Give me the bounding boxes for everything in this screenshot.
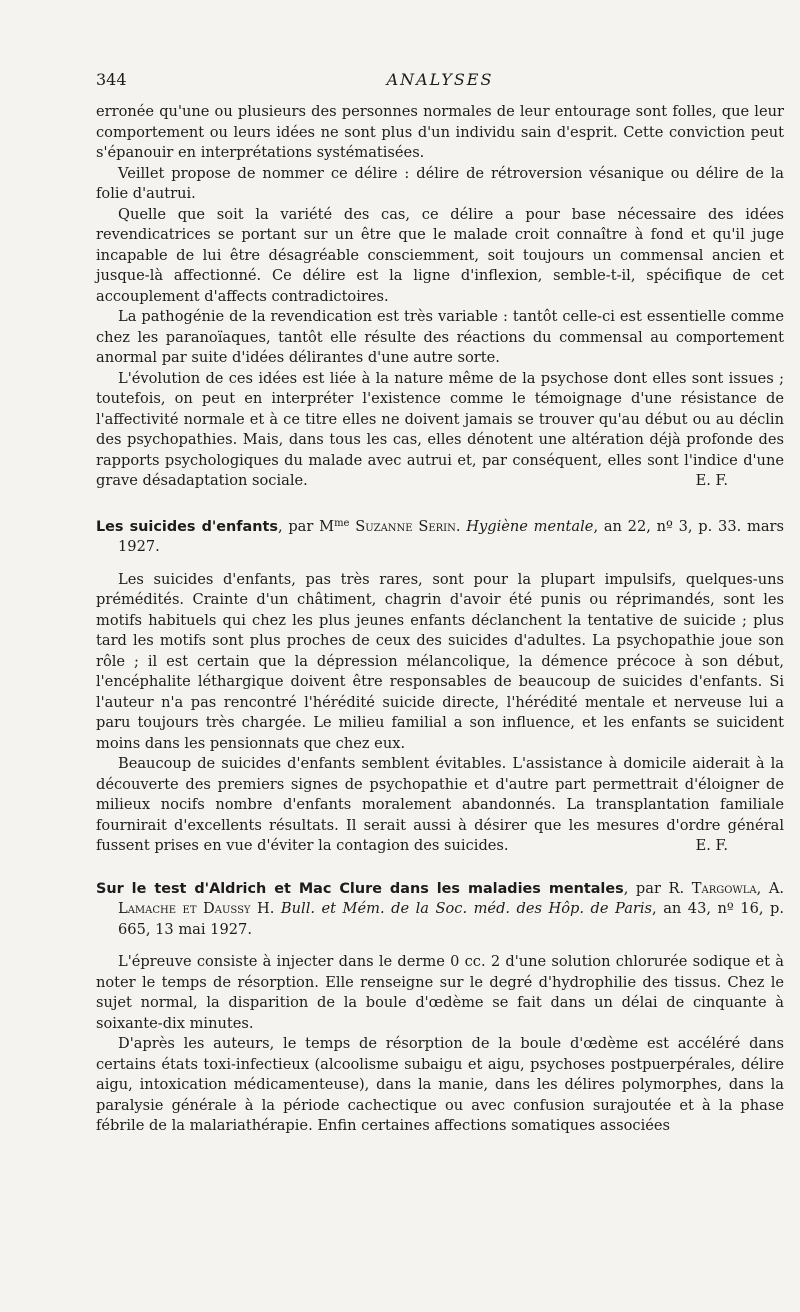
- article1-signature: E. F.: [695, 472, 728, 489]
- article2-title: Les suicides d'enfants: [96, 518, 278, 535]
- article1-paragraph-3: Quelle que soit la variété des cas, ce délire a pour base nécessaire des idées revendicatrices se portant sur un être que le malade croit connaître à fond et qu'il juge incapable de lui être désagréable consciemment, soit toujours un commensal ancien et jusque-là affectionné. Ce délire est la ligne d'inflexion, semble-t-il, spécifique de cet accouplement d'affects contradictoires.: [96, 205, 784, 305]
- article2-paragraph-1: Les suicides d'enfants, pas très rares, sont pour la plupart impulsifs, quelques-uns prémédités. Crainte d'un châtiment, chagrin d'avoir été punis ou réprimandés, sont les motifs habituels qui chez les plus jeunes enfants déclanchent la tentative de suicide ; plus tard les motifs sont plus proches de ceux des suicides d'adultes. La psychopathie joue son rôle ; il est certain que la dépression mélancolique, la démence précoce à son début, l'encéphalite léthargique doivent être responsables de beaucoup de suicides d'enfants. Si l'auteur n'a pas rencontré l'hérédité suicide directe, l'hérédité mentale et nerveuse lui a paru toujours très chargée. Le milieu familial a son influence, et les enfants se suicident moins dans les pensionnats que chez eux.: [96, 570, 784, 752]
- article3-paragraph-2: D'après les auteurs, le temps de résorption de la boule d'œdème est accéléré dans certains états toxi-infectieux (alcoolisme subaigu et aigu, psychoses postpuerpérales, délire aigu, intoxication médicamenteuse), dans la manie, dans les délires polymorphes, dans la paralysie générale à la période cachectique ou avec confusion surajoutée et à la phase fébrile de la malariathérapie. Enfin certaines affections somatiques associées: [96, 1035, 784, 1134]
- article3-ref-after: , an 43, nº 16, p. 665, 13 mai 1927.: [118, 900, 785, 938]
- article2: [96, 514, 784, 857]
- article3-paragraph-1: L'épreuve consiste à injecter dans le derme 0 cc. 2 d'une solution chlorurée sodique et à noter le temps de résorption. Elle renseigne sur le degré d'hydrophilie des tissus. Chez le sujet normal, la disparition de la boule d'œdème se fait dans un délai de cinquante à soixante-dix minutes.: [96, 953, 784, 1032]
- article2-reference: [96, 514, 784, 558]
- article2-ref-before: , par M: [277, 517, 335, 535]
- article3: [96, 879, 784, 1137]
- article3-title: Sur le test d'Aldrich et Mac Clure dans les maladies mentales: [96, 880, 624, 897]
- article2-ref-author: Suzanne Serin.: [349, 517, 467, 535]
- article1-paragraph-4: La pathogénie de la revendication est très variable : tantôt celle-ci est essentielle comme chez les paranoïaques, tantôt elle résulte des réactions du commensal au comportement anormal par suite d'idées délirantes d'une autre sorte.: [96, 308, 784, 366]
- running-head: [96, 70, 784, 94]
- article1-paragraph-2: Veillet propose de nommer ce délire : délire de rétroversion vésanique ou délire de la folie d'autrui.: [96, 164, 784, 202]
- article3-ref-before: , par R.: [623, 879, 692, 897]
- article1-paragraph-5: [96, 369, 784, 492]
- page-content: [96, 102, 784, 1137]
- running-title: ANALYSES: [386, 70, 494, 89]
- article1-paragraph-1: erronée qu'une ou plusieurs des personnes normales de leur entourage sont folles, que leur comportement ou leurs idées ne sont plus d'un individu sain d'esprit. Cette conviction peut s'épanouir en interprétations systématisées.: [96, 103, 784, 161]
- article2-ref-after: , an 22, nº 3, p. 33. mars 1927.: [118, 517, 784, 555]
- article2-ref-journal: Hygiène mentale: [466, 517, 594, 535]
- article3-ref-authors: Targowla, A. Lamache et Daussy H.: [118, 879, 784, 917]
- article2-signature: E. F.: [695, 837, 728, 854]
- page-number: 344: [96, 70, 127, 89]
- article2-paragraph-2-text: Beaucoup de suicides d'enfants semblent évitables. L'assistance à domicile aiderait à la découverte des premiers signes de psychopathie et d'autre part permettrait d'éloigner de milieux nocifs nombre d'enfants moralement abandonnés. La transplantation familiale fournirait d'excellents résultats. Il serait aussi à désirer que les mesures d'ordre général fussent prises en vue d'éviter la contagion des suicides.: [96, 755, 784, 854]
- article2-paragraph-2: [96, 754, 784, 857]
- article2-ref-sup: me: [334, 517, 350, 529]
- article1-paragraph-5-text: L'évolution de ces idées est liée à la nature même de la psychose dont elles sont issues ; toutefois, on peut en interpréter l'existence comme le témoignage d'une résistance de l'affectivité normale et à ce titre elles ne doivent jamais se trouver qu'au début ou au déclin des psychopathies. Mais, dans tous les cas, elles dénotent une altération déjà profonde des rapports psychologiques du malade avec autrui et, par conséquent, elles sont l'indice d'une grave désadaptation sociale.: [96, 369, 784, 489]
- article3-reference: [96, 879, 784, 941]
- article3-ref-journal: Bull. et Mém. de la Soc. méd. des Hôp. de Paris: [274, 900, 653, 917]
